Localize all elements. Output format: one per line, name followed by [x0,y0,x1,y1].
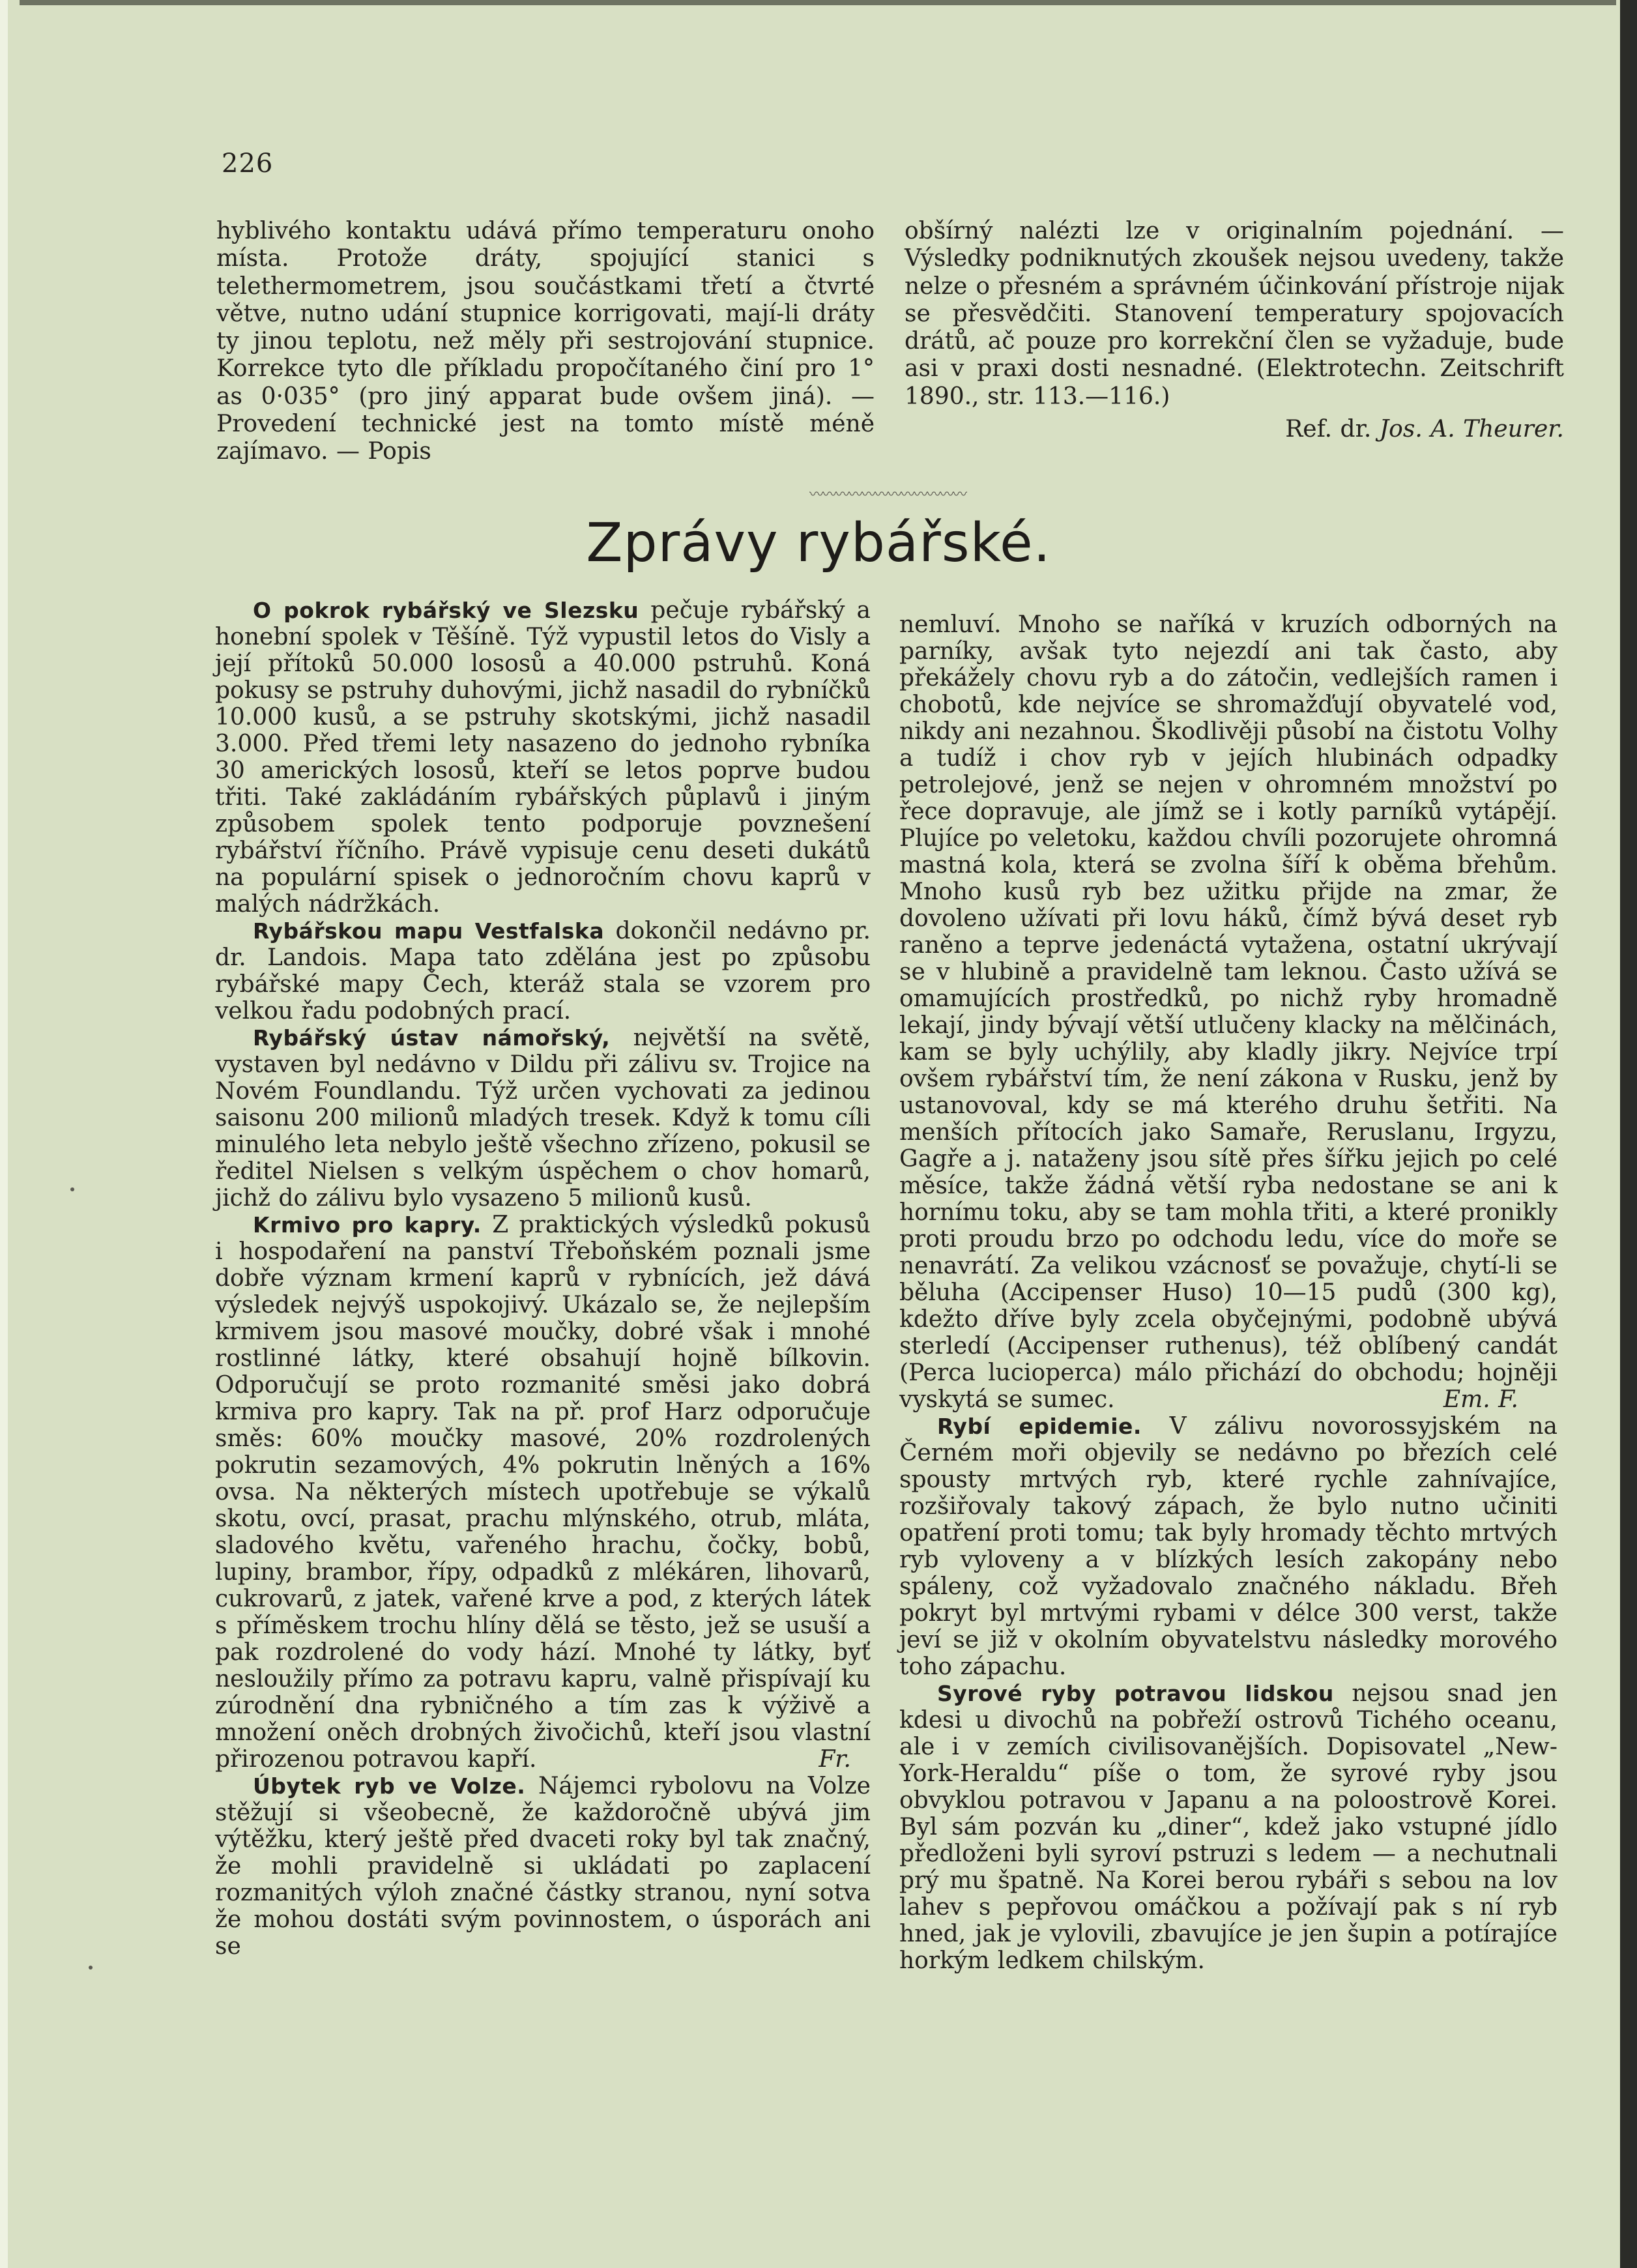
article-body: dokončil nedávno pr. dr. Landois. Mapa tato zdělána jest po způsobu rybářské mapy Čech, kteráž stala se vzorem pro velkou řadu podobných prací. [215,918,871,1025]
page-edge-top [20,0,1616,5]
top-left-paragraph: hyblivého kontaktu udává přímo temperaturu onoho místa. Protože dráty, spojující stanici s telethermometrem, jsou součástkami třetí a čtvrté větve, nutno udání stupnice korrigovati, mají-li dráty ty jinou teplotu, než měly při sestrojování stupnice. Korrekce tyto dle příkladu propočítaného činí pro 1° as 0·035° (pro jiný apparat bude ovšem jiná). — Provedení technické jest na tomto místě méně zajímavo. — Popis [216,218,875,465]
article-body: nemluví. Mnoho se naříká v kruzích odborných na parníky, avšak tyto nejezdí ani tak často, aby překážely chovu ryb a do zátočin, vedlejších ramen i chobotů, kde nejvíce se shromažďují obyvatelé vod, nikdy ani nezahnou. Škodlivěji působí na čistotu Volhy a tudíž i chov ryb v jejích hlubinách odpadky petrolejové, jenž se nejen v ohromném množství po řece dopravuje, ale jímž se i kotly parníků vytápějí. Plujíce po veletoku, každou chvíli pozorujete ohromná mastná kola, která se zvolna šíří k oběma břehům. Mnoho kusů ryb bez užitku přijde na zmar, že dovoleno užívati při lovu háků, čímž bývá deset ryb raněno a teprve jedenáctá vytažena, ostatní ukrývají se v hlubině a pravidelně tam leknou. Často užívá se omamujících prostředků, po nichž ryby hromadně lekají, jindy bývají větší utlučeny klacky na mělčinách, kam se byly uchýlily, aby kladly jikry. Nejvíce trpí ovšem rybářství tím, že není zákona v Rusku, jenž by ustanovoval, kdy se má kterého druhu šetřiti. Na menších přítocích jako Samaře, Reruslanu, Irgyzu, Gagře a j. nataženy jsou sítě přes šířku jejich po celé měsíce, takže žádná větší ryba nedostane se ani k hornímu toku, aby se tam mohla třiti, a které pronikly proti proudu brzo po odchodu ledu, více do moře se nenavrátí. Za velikou vzácnosť se považuje, chytí-li se běluha (Accipenser Huso) 10—15 pudů (300 kg), kdežto dříve byly zcela obyčejnými, podobně ubývá sterledí (Accipenser ruthenus), též oblíbený candát (Perca lucioperca) málo přichází do obchodu; hojněji vyskytá se sumec. [899,611,1557,1413]
page-edge-right [1620,0,1637,2268]
reference-author: Jos. A. Theurer. [1379,416,1564,443]
article-silesia [215,597,871,918]
article-body: největší na světě, vystaven byl nedávno v Dildu při zálivu sv. Trojice na Novém Foundlandu. Týž určen vychovati za jedinou saisonu 200 milionů mladých tresek. Když k tomu cíli minulého leta nebylo ještě všechno zřízeno, pokusil se ředitel Nielsen s velkým úspěchem o chov homarů, jichž do zálivu bylo vysazeno 5 milionů kusů. [215,1025,871,1212]
article-heading: Rybí epidemie. [937,1414,1142,1439]
article-body: nejsou snad jen kdesi u divochů na pobřeží ostrovů Tichého oceanu, ale i v zemích civilisovanějších. Dopisovatel „New-York-Heraldu“ píše o tom, že syrové ryby jsou obvyklou potravou v Japanu a na poloostrově Korei. Byl sám pozván ku „diner“, kdež jako vstupné jídlo předloženi byli syroví pstruzi s ledem — a nechutnali prý mu špatně. Na Korei berou rybáři s sebou na lov lahev s pepřovou omáčkou a požívají pak s ní ryb hned, jak je vylovili, zbavujíce je jen šupin a potírajíce horkým ledkem chilským. [899,1680,1558,1974]
article-fish-epidemic [899,1413,1557,1680]
reference-line [905,416,1564,443]
page-edge-left [0,0,8,2268]
page-number: 226 [222,149,274,179]
article-carp-feed [215,1212,871,1773]
article-heading: O pokrok rybářský ve Slezsku [253,598,639,623]
scan-speck [89,1966,93,1970]
article-volga-decline [215,1773,871,1960]
article-heading: Úbytek ryb ve Volze. [253,1773,526,1799]
scan-speck [70,1187,74,1191]
article-heading: Syrové ryby potravou lidskou [937,1681,1334,1706]
article-heading: Rybářskou mapu Vestfalska [253,918,605,944]
article-body: Nájemci rybolovu na Volze stěžují si všeobecně, že každoročně ubývá jim výtěžku, který ještě před dvaceti roky byl tak značný, že mohli pravidelně si ukládati po zaplacení rozmanitých výloh značné částky stranou, nyní sotva že mohou dostáti svým povinnostem, o úsporách ani se [215,1773,871,1960]
bottom-right-column [899,611,1557,1974]
article-body: V zálivu novorossyjském na Černém moři objevily se nedávno po březích celé spousty mrtvých ryb, které rychle zahnívajíce, rozšiřovaly takový zápach, že bylo nutno učiniti opatření proti tomu; tak byly hromady těchto mrtvých ryb vyloveny a v blízkých lesích zakopány nebo spáleny, což vyžadovalo značného nákladu. Břeh pokryt byl mrtvými rybami v délce 300 verst, takže jeví se již v okolním obyvatelstvu následky morového toho zápachu. [899,1413,1557,1680]
top-left-column [216,218,875,466]
article-body: pečuje rybářský a honební spolek v Těšíně. Týž vypustil letos do Visly a její přítoků 50.000 lososů a 40.000 pstruhů. Koná pokusy se pstruhy duhovými, jichž nasadil do rybníčků 10.000 kusů, a se pstruhy skotskými, jichž nasadil 3.000. Před třemi lety nasazeno do jednoho rybníka 30 amerických lososů, kteří se letos poprve budou třiti. Také zakládáním rybářských půplavů i jiným způsobem spolek tento podporuje povznešení rybářství říčního. Právě vypisuje cenu deseti dukátů na populární spisek o jednoročním chovu kaprů v malých nádržkách. [215,597,871,918]
article-westphalia-map [215,918,871,1025]
article-marine-institute [215,1025,871,1212]
author-signature: Em. F. [1443,1386,1518,1413]
bottom-left-column [215,597,871,1960]
article-heading: Krmivo pro kapry. [253,1212,482,1238]
article-heading: Rybářský ústav námořský, [253,1025,611,1051]
article-raw-fish [899,1680,1557,1974]
article-volga-continuation [899,611,1557,1413]
wavy-divider: 〰〰〰〰〰〰〰〰〰〰〰〰 [809,487,966,497]
author-signature: Fr. [818,1746,851,1773]
article-body: Z praktických výsledků pokusů i hospodaření na panství Třeboňském poznali jsme dobře význam krmení kaprů v rybnících, jež dává výsledek nejvýš uspokojivý. Ukázalo se, že nejlepším krmivem jsou masové moučky, dobré však i mnohé rostlinné látky, které obsahují hojně bílkovin. Odporučují se proto rozmanité směsi jako dobrá krmiva pro kapry. Tak na př. prof Harz odporučuje směs: 60% moučky masové, 20% rozdrolených pokrutin sezamových, 4% pokrutin lněných a 16% ovsa. Na některých místech upotřebuje se výkalů skotu, ovcí, prasat, prachu mlýnského, otrub, mláta, sladového květu, vařeného hrachu, čočky, bobů, lupiny, brambor, řípy, odpadků z mlékáren, lihovarů, cukrovarů, z jatek, vařené krve a pod, z kterých látek s příměskem trochu hlíny dělá se těsto, jež se usuší a pak rozdrolené do vody hází. Mnohé ty látky, byť nesloužily přímo za potravu kapru, valně přispívají ku zúrodnění dna rybničného a tím zas k výživě a množení oněch drobných živočichů, kteří jsou vlastní přirozenou potravou kapří. [215,1212,871,1773]
section-title: Zprávy rybářské. [586,512,1051,574]
top-right-paragraph: obšírný nalézti lze v originalním pojednání. — Výsledky podniknutých zkoušek nejsou uvedeny, takže nelze o přesném a správném účinkování přístroje nijak se přesvědčiti. Stanovení temperatury spojovacích drátů, ač pouze pro korrekční člen se vyžaduje, bude asi v praxi dosti nesnadné. (Elektrotechn. Zeitschrift 1890., str. 113.—116.) [905,218,1564,410]
top-right-column [905,218,1564,443]
reference-prefix: Ref. dr. [1285,416,1372,443]
